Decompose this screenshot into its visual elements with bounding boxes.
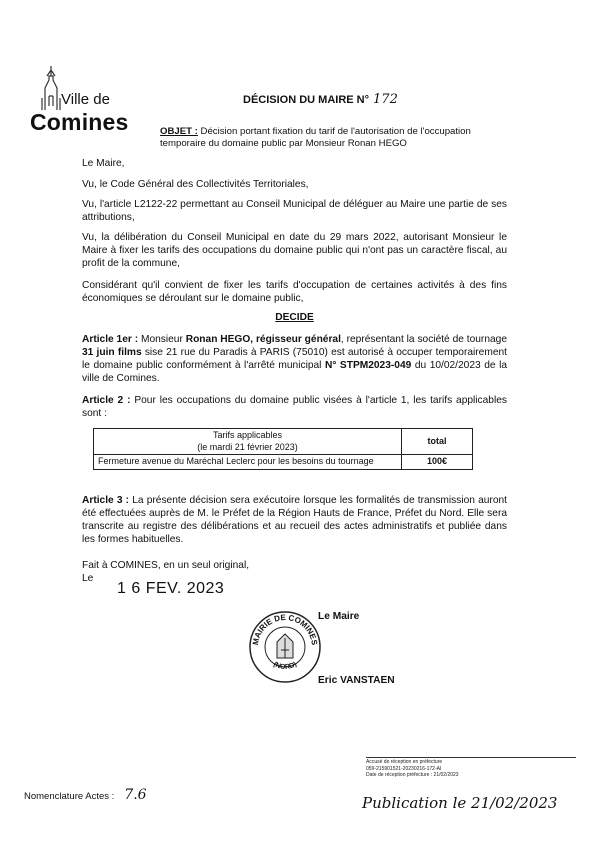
article-3 (82, 494, 507, 546)
mairie-seal (248, 610, 322, 684)
objet-text: Décision portant fixation du tarif de l'autorisation de l'occupation temporaire du domaine public par Monsieur Ronan HEGO (160, 126, 471, 150)
table-row (94, 455, 473, 470)
decision-number: 172 (373, 92, 398, 107)
visa-cgct: Vu, le Code Général des Collectivités Territoriales, (82, 179, 309, 190)
article-1-label: Article 1er : (82, 334, 139, 345)
title-text: DÉCISION DU MAIRE N° (243, 94, 370, 106)
article-1-text-b: , représentant la société de tournage (340, 334, 507, 345)
article-2-text: Pour les occupations du domaine public visées à l'article 1, les tarifs applicables sont : (82, 395, 507, 420)
article-1-arrete-number: N° STPM2023-049 (324, 360, 412, 372)
fait-a: Fait à COMINES, en un seul original, (82, 560, 250, 571)
article-2-label: Article 2 : (82, 395, 131, 406)
logo-ville-text: Ville de (61, 91, 110, 108)
objet-block (160, 126, 495, 151)
stamp-line-3: Date de réception préfecture : 21/02/2023 (366, 772, 459, 778)
table-header-tarifs (94, 429, 402, 455)
article-1 (82, 333, 507, 385)
nomenclature-actes (24, 787, 147, 805)
stamp-line-1: Accusé de réception en préfecture (366, 759, 443, 765)
article-3-text: La présente décision sera exécutoire lorsque les formalités de transmission auront été effectuées auprès de M. le Préfet de la Région Hauts de France, Préfet du Nord. Elle sera transcrite au registre des délibérations et au recueil des actes administratifs et publiée dans les formes habituelles. (82, 495, 507, 546)
nomenclature-value: 7.6 (124, 787, 147, 803)
signer-title: Le Maire (318, 611, 360, 622)
article-1-text-d: du 10/02/2023 de la ville de Comines. (82, 360, 507, 385)
objet-label: OBJET : (160, 126, 198, 137)
visa-deliberation: Vu, la délibération du Conseil Municipal en date du 29 mars 2022, autorisant Monsieur le Maire à fixer les tarifs des occupations du domaine public qui n'ont pas un caractère fiscal, au profit de la commune, (82, 232, 507, 270)
document-title (243, 92, 398, 109)
article-2 (82, 394, 507, 420)
table-row-total: 100€ (402, 455, 473, 470)
signer-name: Eric VANSTAEN (318, 675, 395, 686)
article-1-text-a: Monsieur (138, 334, 186, 345)
publication-note: Publication le 21/02/2023 (362, 794, 558, 812)
seal-bottom-text: (NORD) (271, 661, 299, 672)
prefecture-receipt-stamp (366, 757, 576, 779)
tarifs-header-date: (le mardi 21 février 2023) (197, 441, 298, 452)
logo-comines-text: Comines (30, 109, 129, 135)
date-stamp: 1 6 FEV. 2023 (117, 580, 225, 597)
seal-top-text: MAIRIE DE COMINES (250, 612, 319, 646)
article-3-label: Article 3 : (82, 495, 130, 506)
article-1-company: 31 juin films (82, 347, 142, 359)
seal-icon (248, 610, 322, 684)
table-row-label: Fermeture avenue du Maréchal Leclerc pour les besoins du tournage (94, 455, 402, 470)
visa-l2122: Vu, l'article L2122-22 permettant au Conseil Municipal de déléguer au Maire une partie de ses attributions, (82, 199, 507, 224)
city-logo (30, 62, 140, 138)
considerant: Considérant qu'il convient de fixer les tarifs d'occupation de certaines activités à des fins économiques se déroulant sur le domaine public, (82, 280, 507, 305)
svg-text:(NORD) (272, 661, 298, 671)
intro-le-maire: Le Maire, (82, 158, 125, 169)
table-header-total: total (402, 429, 473, 455)
church-tower-icon (40, 66, 62, 110)
article-1-regisseur: Ronan HEGO, régisseur général (185, 334, 341, 345)
le-label: Le (82, 573, 94, 584)
article-1-text-c: sise 21 rue du Paradis à PARIS (75010) est autorisé à occuper temporairement le domaine public conformément à l'arrêté municipal (82, 347, 507, 372)
table-header-row (94, 429, 473, 455)
tarifs-table (93, 428, 473, 470)
tarifs-header-line1: Tarifs applicables (212, 430, 283, 440)
decide-heading: DECIDE (275, 312, 314, 323)
nomenclature-label: Nomenclature Actes : (24, 791, 115, 802)
stamp-line-2: 059-215901521-20230216-172-AI (366, 765, 442, 772)
